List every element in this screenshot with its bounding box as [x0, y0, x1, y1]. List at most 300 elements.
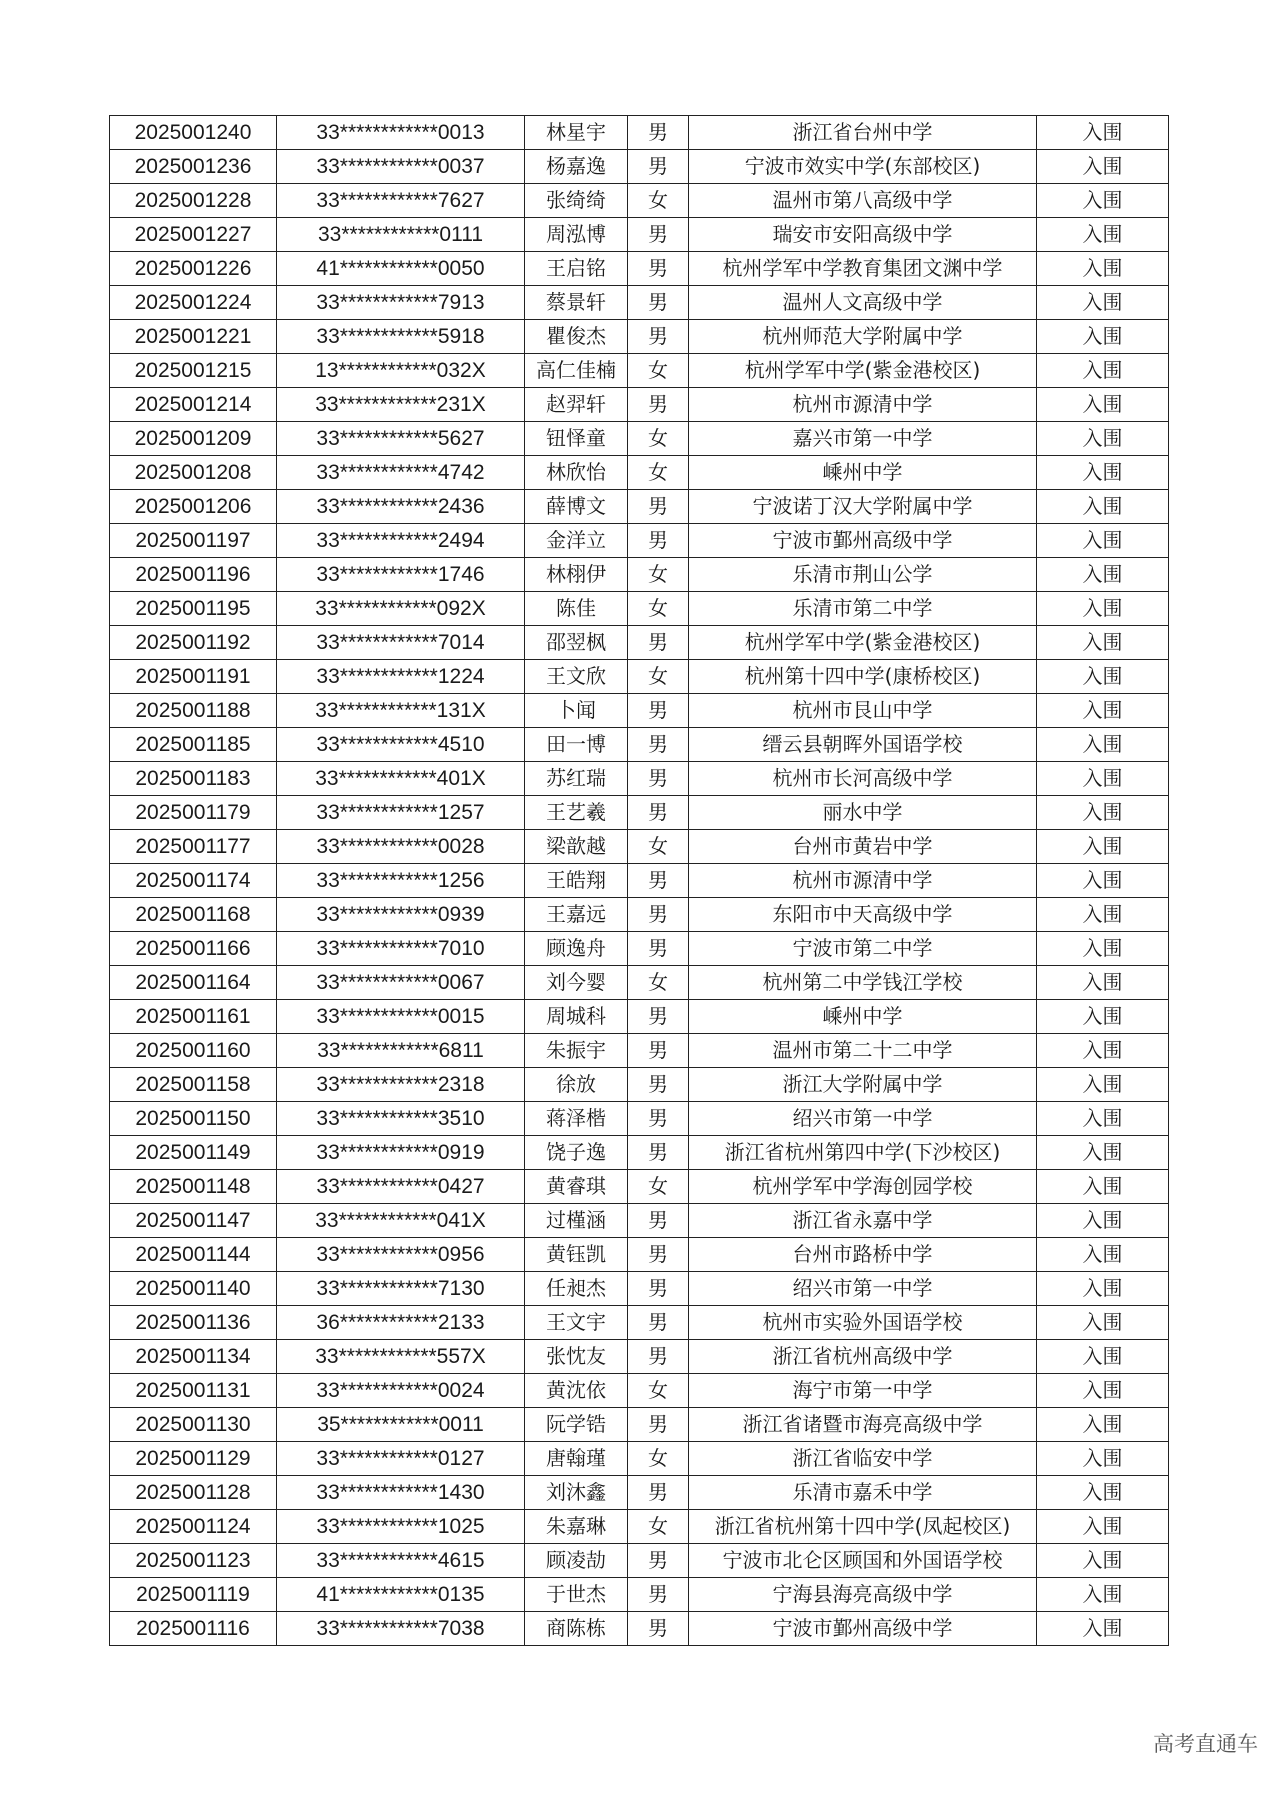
cell-student-name: 顾逸舟 — [525, 932, 628, 966]
cell-exam-number: 2025001149 — [110, 1136, 277, 1170]
cell-school: 瑞安市安阳高级中学 — [689, 218, 1037, 252]
cell-school: 宁波市北仑区顾国和外国语学校 — [689, 1544, 1037, 1578]
cell-status: 入围 — [1037, 694, 1169, 728]
cell-school: 宁波诺丁汉大学附属中学 — [689, 490, 1037, 524]
cell-student-name: 林欣怡 — [525, 456, 628, 490]
cell-status: 入围 — [1037, 1408, 1169, 1442]
cell-id-card: 33************0427 — [277, 1170, 525, 1204]
cell-exam-number: 2025001195 — [110, 592, 277, 626]
cell-status: 入围 — [1037, 388, 1169, 422]
cell-gender: 女 — [628, 830, 689, 864]
table-row — [110, 320, 1169, 354]
cell-status: 入围 — [1037, 1476, 1169, 1510]
cell-school: 浙江省永嘉中学 — [689, 1204, 1037, 1238]
cell-school: 乐清市嘉禾中学 — [689, 1476, 1037, 1510]
table-row — [110, 252, 1169, 286]
cell-exam-number: 2025001185 — [110, 728, 277, 762]
table-row — [110, 898, 1169, 932]
cell-status: 入围 — [1037, 1272, 1169, 1306]
cell-exam-number: 2025001129 — [110, 1442, 277, 1476]
cell-school: 宁海县海亮高级中学 — [689, 1578, 1037, 1612]
cell-gender: 男 — [628, 1102, 689, 1136]
cell-id-card: 33************041X — [277, 1204, 525, 1238]
cell-status: 入围 — [1037, 1544, 1169, 1578]
cell-student-name: 田一博 — [525, 728, 628, 762]
cell-gender: 男 — [628, 1068, 689, 1102]
table-row — [110, 1544, 1169, 1578]
cell-id-card: 33************2436 — [277, 490, 525, 524]
cell-exam-number: 2025001224 — [110, 286, 277, 320]
cell-student-name: 王文欣 — [525, 660, 628, 694]
cell-status: 入围 — [1037, 286, 1169, 320]
table-body — [110, 116, 1169, 1646]
cell-student-name: 周泓博 — [525, 218, 628, 252]
table-row — [110, 796, 1169, 830]
cell-student-name: 苏红瑞 — [525, 762, 628, 796]
cell-student-name: 蒋泽楷 — [525, 1102, 628, 1136]
cell-gender: 男 — [628, 286, 689, 320]
table-row — [110, 592, 1169, 626]
cell-id-card: 33************1430 — [277, 1476, 525, 1510]
cell-id-card: 35************0011 — [277, 1408, 525, 1442]
cell-school: 嘉兴市第一中学 — [689, 422, 1037, 456]
cell-student-name: 张忱友 — [525, 1340, 628, 1374]
cell-status: 入围 — [1037, 626, 1169, 660]
cell-school: 浙江省杭州第四中学(下沙校区) — [689, 1136, 1037, 1170]
cell-status: 入围 — [1037, 1374, 1169, 1408]
cell-status: 入围 — [1037, 728, 1169, 762]
cell-school: 杭州学军中学海创园学校 — [689, 1170, 1037, 1204]
table-row — [110, 388, 1169, 422]
cell-student-name: 金洋立 — [525, 524, 628, 558]
cell-school: 宁波市鄞州高级中学 — [689, 524, 1037, 558]
cell-school: 杭州第二中学钱江学校 — [689, 966, 1037, 1000]
cell-status: 入围 — [1037, 1238, 1169, 1272]
cell-id-card: 41************0135 — [277, 1578, 525, 1612]
watermark-text: 高考直通车 — [1153, 1732, 1258, 1756]
table-row — [110, 1340, 1169, 1374]
cell-school: 浙江省杭州高级中学 — [689, 1340, 1037, 1374]
cell-student-name: 顾凌劼 — [525, 1544, 628, 1578]
cell-school: 宁波市鄞州高级中学 — [689, 1612, 1037, 1646]
cell-gender: 男 — [628, 490, 689, 524]
cell-gender: 男 — [628, 524, 689, 558]
cell-exam-number: 2025001209 — [110, 422, 277, 456]
table-row — [110, 1238, 1169, 1272]
cell-exam-number: 2025001123 — [110, 1544, 277, 1578]
cell-school: 宁波市第二中学 — [689, 932, 1037, 966]
cell-gender: 女 — [628, 1374, 689, 1408]
cell-exam-number: 2025001236 — [110, 150, 277, 184]
cell-status: 入围 — [1037, 966, 1169, 1000]
table-row — [110, 1374, 1169, 1408]
cell-school: 杭州市实验外国语学校 — [689, 1306, 1037, 1340]
cell-id-card: 33************5918 — [277, 320, 525, 354]
cell-status: 入围 — [1037, 1136, 1169, 1170]
cell-status: 入围 — [1037, 762, 1169, 796]
table-row — [110, 1442, 1169, 1476]
cell-school: 温州市第二十二中学 — [689, 1034, 1037, 1068]
cell-exam-number: 2025001179 — [110, 796, 277, 830]
cell-exam-number: 2025001221 — [110, 320, 277, 354]
cell-exam-number: 2025001128 — [110, 1476, 277, 1510]
cell-gender: 男 — [628, 320, 689, 354]
cell-school: 台州市路桥中学 — [689, 1238, 1037, 1272]
cell-school: 杭州学军中学(紫金港校区) — [689, 354, 1037, 388]
cell-gender: 女 — [628, 354, 689, 388]
cell-school: 浙江省台州中学 — [689, 116, 1037, 150]
cell-school: 杭州学军中学(紫金港校区) — [689, 626, 1037, 660]
cell-exam-number: 2025001227 — [110, 218, 277, 252]
table-row — [110, 762, 1169, 796]
cell-school: 宁波市效实中学(东部校区) — [689, 150, 1037, 184]
cell-student-name: 赵羿轩 — [525, 388, 628, 422]
cell-gender: 男 — [628, 1340, 689, 1374]
cell-status: 入围 — [1037, 864, 1169, 898]
cell-id-card: 33************0037 — [277, 150, 525, 184]
cell-student-name: 任昶杰 — [525, 1272, 628, 1306]
cell-student-name: 蔡景轩 — [525, 286, 628, 320]
cell-exam-number: 2025001116 — [110, 1612, 277, 1646]
cell-gender: 女 — [628, 592, 689, 626]
cell-gender: 男 — [628, 388, 689, 422]
cell-exam-number: 2025001136 — [110, 1306, 277, 1340]
cell-student-name: 王嘉远 — [525, 898, 628, 932]
table-row — [110, 218, 1169, 252]
cell-id-card: 33************231X — [277, 388, 525, 422]
cell-id-card: 33************0015 — [277, 1000, 525, 1034]
cell-school: 浙江大学附属中学 — [689, 1068, 1037, 1102]
cell-status: 入围 — [1037, 1442, 1169, 1476]
table-row — [110, 524, 1169, 558]
cell-exam-number: 2025001164 — [110, 966, 277, 1000]
cell-status: 入围 — [1037, 1510, 1169, 1544]
cell-status: 入围 — [1037, 1306, 1169, 1340]
cell-student-name: 朱振宇 — [525, 1034, 628, 1068]
cell-gender: 男 — [628, 218, 689, 252]
cell-status: 入围 — [1037, 116, 1169, 150]
cell-id-card: 33************4742 — [277, 456, 525, 490]
cell-exam-number: 2025001196 — [110, 558, 277, 592]
cell-exam-number: 2025001130 — [110, 1408, 277, 1442]
cell-student-name: 王启铭 — [525, 252, 628, 286]
cell-school: 嵊州中学 — [689, 1000, 1037, 1034]
cell-school: 杭州师范大学附属中学 — [689, 320, 1037, 354]
cell-id-card: 33************092X — [277, 592, 525, 626]
cell-gender: 女 — [628, 1510, 689, 1544]
cell-status: 入围 — [1037, 660, 1169, 694]
table-row — [110, 1612, 1169, 1646]
cell-exam-number: 2025001147 — [110, 1204, 277, 1238]
table-row — [110, 830, 1169, 864]
cell-status: 入围 — [1037, 1578, 1169, 1612]
cell-school: 嵊州中学 — [689, 456, 1037, 490]
cell-id-card: 33************0956 — [277, 1238, 525, 1272]
cell-exam-number: 2025001119 — [110, 1578, 277, 1612]
cell-exam-number: 2025001192 — [110, 626, 277, 660]
cell-id-card: 41************0050 — [277, 252, 525, 286]
cell-gender: 男 — [628, 1544, 689, 1578]
cell-exam-number: 2025001183 — [110, 762, 277, 796]
cell-id-card: 33************1257 — [277, 796, 525, 830]
table-row — [110, 1578, 1169, 1612]
cell-student-name: 黄钰凯 — [525, 1238, 628, 1272]
cell-gender: 男 — [628, 1408, 689, 1442]
table-row — [110, 626, 1169, 660]
table-row — [110, 1476, 1169, 1510]
cell-school: 台州市黄岩中学 — [689, 830, 1037, 864]
cell-id-card: 33************2318 — [277, 1068, 525, 1102]
cell-id-card: 33************7913 — [277, 286, 525, 320]
cell-gender: 男 — [628, 694, 689, 728]
cell-status: 入围 — [1037, 490, 1169, 524]
table-row — [110, 1034, 1169, 1068]
cell-gender: 男 — [628, 1136, 689, 1170]
cell-student-name: 邵翌枫 — [525, 626, 628, 660]
cell-status: 入围 — [1037, 898, 1169, 932]
cell-status: 入围 — [1037, 1170, 1169, 1204]
cell-student-name: 饶子逸 — [525, 1136, 628, 1170]
cell-id-card: 33************6811 — [277, 1034, 525, 1068]
cell-status: 入围 — [1037, 218, 1169, 252]
table-row — [110, 864, 1169, 898]
cell-school: 乐清市第二中学 — [689, 592, 1037, 626]
cell-student-name: 王文宇 — [525, 1306, 628, 1340]
cell-exam-number: 2025001228 — [110, 184, 277, 218]
cell-student-name: 张绮绮 — [525, 184, 628, 218]
table-row — [110, 286, 1169, 320]
cell-gender: 女 — [628, 558, 689, 592]
cell-student-name: 林星宇 — [525, 116, 628, 150]
cell-exam-number: 2025001160 — [110, 1034, 277, 1068]
cell-exam-number: 2025001197 — [110, 524, 277, 558]
cell-student-name: 陈佳 — [525, 592, 628, 626]
cell-exam-number: 2025001161 — [110, 1000, 277, 1034]
cell-student-name: 高仁佳楠 — [525, 354, 628, 388]
table-row — [110, 1272, 1169, 1306]
cell-student-name: 唐翰瑾 — [525, 1442, 628, 1476]
cell-status: 入围 — [1037, 592, 1169, 626]
cell-gender: 男 — [628, 1238, 689, 1272]
cell-student-name: 阮学锆 — [525, 1408, 628, 1442]
cell-status: 入围 — [1037, 1000, 1169, 1034]
cell-status: 入围 — [1037, 422, 1169, 456]
cell-exam-number: 2025001177 — [110, 830, 277, 864]
cell-exam-number: 2025001144 — [110, 1238, 277, 1272]
cell-school: 丽水中学 — [689, 796, 1037, 830]
cell-status: 入围 — [1037, 830, 1169, 864]
cell-student-name: 梁歆越 — [525, 830, 628, 864]
cell-id-card: 33************0024 — [277, 1374, 525, 1408]
table-row — [110, 660, 1169, 694]
cell-school: 浙江省诸暨市海亮高级中学 — [689, 1408, 1037, 1442]
cell-status: 入围 — [1037, 558, 1169, 592]
cell-school: 温州人文高级中学 — [689, 286, 1037, 320]
cell-student-name: 林栩伊 — [525, 558, 628, 592]
cell-student-name: 薛博文 — [525, 490, 628, 524]
cell-gender: 男 — [628, 1000, 689, 1034]
cell-exam-number: 2025001215 — [110, 354, 277, 388]
table-row — [110, 932, 1169, 966]
cell-id-card: 33************0028 — [277, 830, 525, 864]
cell-status: 入围 — [1037, 1068, 1169, 1102]
cell-id-card: 33************557X — [277, 1340, 525, 1374]
cell-exam-number: 2025001214 — [110, 388, 277, 422]
cell-id-card: 33************1224 — [277, 660, 525, 694]
cell-id-card: 36************2133 — [277, 1306, 525, 1340]
cell-id-card: 33************4615 — [277, 1544, 525, 1578]
cell-gender: 男 — [628, 796, 689, 830]
cell-gender: 女 — [628, 1442, 689, 1476]
cell-school: 杭州市源清中学 — [689, 864, 1037, 898]
cell-id-card: 33************7627 — [277, 184, 525, 218]
cell-status: 入围 — [1037, 932, 1169, 966]
cell-id-card: 33************7130 — [277, 1272, 525, 1306]
table-row — [110, 1408, 1169, 1442]
cell-student-name: 卜闻 — [525, 694, 628, 728]
cell-school: 绍兴市第一中学 — [689, 1102, 1037, 1136]
cell-school: 绍兴市第一中学 — [689, 1272, 1037, 1306]
cell-student-name: 周城科 — [525, 1000, 628, 1034]
cell-gender: 男 — [628, 1578, 689, 1612]
table-row — [110, 1510, 1169, 1544]
cell-exam-number: 2025001150 — [110, 1102, 277, 1136]
cell-id-card: 33************7038 — [277, 1612, 525, 1646]
table-row — [110, 456, 1169, 490]
cell-exam-number: 2025001188 — [110, 694, 277, 728]
cell-student-name: 朱嘉琳 — [525, 1510, 628, 1544]
cell-gender: 男 — [628, 626, 689, 660]
cell-student-name: 过槿涵 — [525, 1204, 628, 1238]
cell-gender: 男 — [628, 932, 689, 966]
table-row — [110, 1170, 1169, 1204]
cell-id-card: 33************1256 — [277, 864, 525, 898]
cell-id-card: 33************0013 — [277, 116, 525, 150]
admission-list-table-wrapper — [109, 115, 1168, 1646]
cell-id-card: 33************0111 — [277, 218, 525, 252]
cell-student-name: 黄沈依 — [525, 1374, 628, 1408]
table-row — [110, 116, 1169, 150]
cell-status: 入围 — [1037, 252, 1169, 286]
cell-exam-number: 2025001158 — [110, 1068, 277, 1102]
table-row — [110, 1204, 1169, 1238]
cell-gender: 男 — [628, 762, 689, 796]
cell-school: 杭州市艮山中学 — [689, 694, 1037, 728]
table-row — [110, 1000, 1169, 1034]
cell-exam-number: 2025001226 — [110, 252, 277, 286]
cell-id-card: 33************7014 — [277, 626, 525, 660]
cell-exam-number: 2025001206 — [110, 490, 277, 524]
cell-status: 入围 — [1037, 1102, 1169, 1136]
cell-exam-number: 2025001131 — [110, 1374, 277, 1408]
cell-gender: 男 — [628, 728, 689, 762]
cell-student-name: 刘今婴 — [525, 966, 628, 1000]
cell-id-card: 33************7010 — [277, 932, 525, 966]
table-row — [110, 1306, 1169, 1340]
cell-id-card: 33************131X — [277, 694, 525, 728]
cell-gender: 女 — [628, 456, 689, 490]
table-row — [110, 354, 1169, 388]
cell-status: 入围 — [1037, 1612, 1169, 1646]
cell-school: 浙江省杭州第十四中学(凤起校区) — [689, 1510, 1037, 1544]
cell-student-name: 钮怿童 — [525, 422, 628, 456]
table-row — [110, 966, 1169, 1000]
cell-id-card: 33************1746 — [277, 558, 525, 592]
table-row — [110, 558, 1169, 592]
cell-school: 杭州第十四中学(康桥校区) — [689, 660, 1037, 694]
cell-student-name: 瞿俊杰 — [525, 320, 628, 354]
table-row — [110, 1136, 1169, 1170]
cell-school: 杭州市源清中学 — [689, 388, 1037, 422]
cell-school: 东阳市中天高级中学 — [689, 898, 1037, 932]
cell-status: 入围 — [1037, 1034, 1169, 1068]
cell-school: 浙江省临安中学 — [689, 1442, 1037, 1476]
cell-id-card: 33************401X — [277, 762, 525, 796]
cell-exam-number: 2025001208 — [110, 456, 277, 490]
cell-status: 入围 — [1037, 320, 1169, 354]
table-row — [110, 728, 1169, 762]
cell-status: 入围 — [1037, 456, 1169, 490]
table-row — [110, 490, 1169, 524]
cell-status: 入围 — [1037, 184, 1169, 218]
admission-list-table — [109, 115, 1169, 1646]
cell-student-name: 王艺羲 — [525, 796, 628, 830]
cell-id-card: 13************032X — [277, 354, 525, 388]
cell-student-name: 于世杰 — [525, 1578, 628, 1612]
cell-exam-number: 2025001191 — [110, 660, 277, 694]
cell-student-name: 商陈栋 — [525, 1612, 628, 1646]
cell-exam-number: 2025001166 — [110, 932, 277, 966]
cell-gender: 男 — [628, 1272, 689, 1306]
cell-gender: 女 — [628, 184, 689, 218]
table-row — [110, 184, 1169, 218]
cell-school: 乐清市荆山公学 — [689, 558, 1037, 592]
cell-school: 杭州市长河高级中学 — [689, 762, 1037, 796]
cell-student-name: 刘沐鑫 — [525, 1476, 628, 1510]
cell-id-card: 33************0127 — [277, 1442, 525, 1476]
cell-student-name: 王皓翔 — [525, 864, 628, 898]
cell-student-name: 徐放 — [525, 1068, 628, 1102]
cell-exam-number: 2025001240 — [110, 116, 277, 150]
cell-student-name: 杨嘉逸 — [525, 150, 628, 184]
cell-exam-number: 2025001124 — [110, 1510, 277, 1544]
cell-gender: 男 — [628, 1476, 689, 1510]
cell-gender: 男 — [628, 864, 689, 898]
cell-school: 杭州学军中学教育集团文渊中学 — [689, 252, 1037, 286]
cell-gender: 男 — [628, 150, 689, 184]
cell-status: 入围 — [1037, 796, 1169, 830]
cell-gender: 女 — [628, 1170, 689, 1204]
cell-id-card: 33************1025 — [277, 1510, 525, 1544]
cell-exam-number: 2025001140 — [110, 1272, 277, 1306]
cell-gender: 男 — [628, 1306, 689, 1340]
cell-id-card: 33************2494 — [277, 524, 525, 558]
cell-id-card: 33************0939 — [277, 898, 525, 932]
cell-gender: 男 — [628, 1034, 689, 1068]
cell-id-card: 33************0919 — [277, 1136, 525, 1170]
cell-school: 温州市第八高级中学 — [689, 184, 1037, 218]
table-row — [110, 1102, 1169, 1136]
cell-exam-number: 2025001148 — [110, 1170, 277, 1204]
cell-gender: 男 — [628, 1612, 689, 1646]
cell-gender: 女 — [628, 966, 689, 1000]
table-row — [110, 422, 1169, 456]
cell-id-card: 33************3510 — [277, 1102, 525, 1136]
cell-exam-number: 2025001174 — [110, 864, 277, 898]
cell-status: 入围 — [1037, 524, 1169, 558]
cell-id-card: 33************0067 — [277, 966, 525, 1000]
cell-exam-number: 2025001134 — [110, 1340, 277, 1374]
